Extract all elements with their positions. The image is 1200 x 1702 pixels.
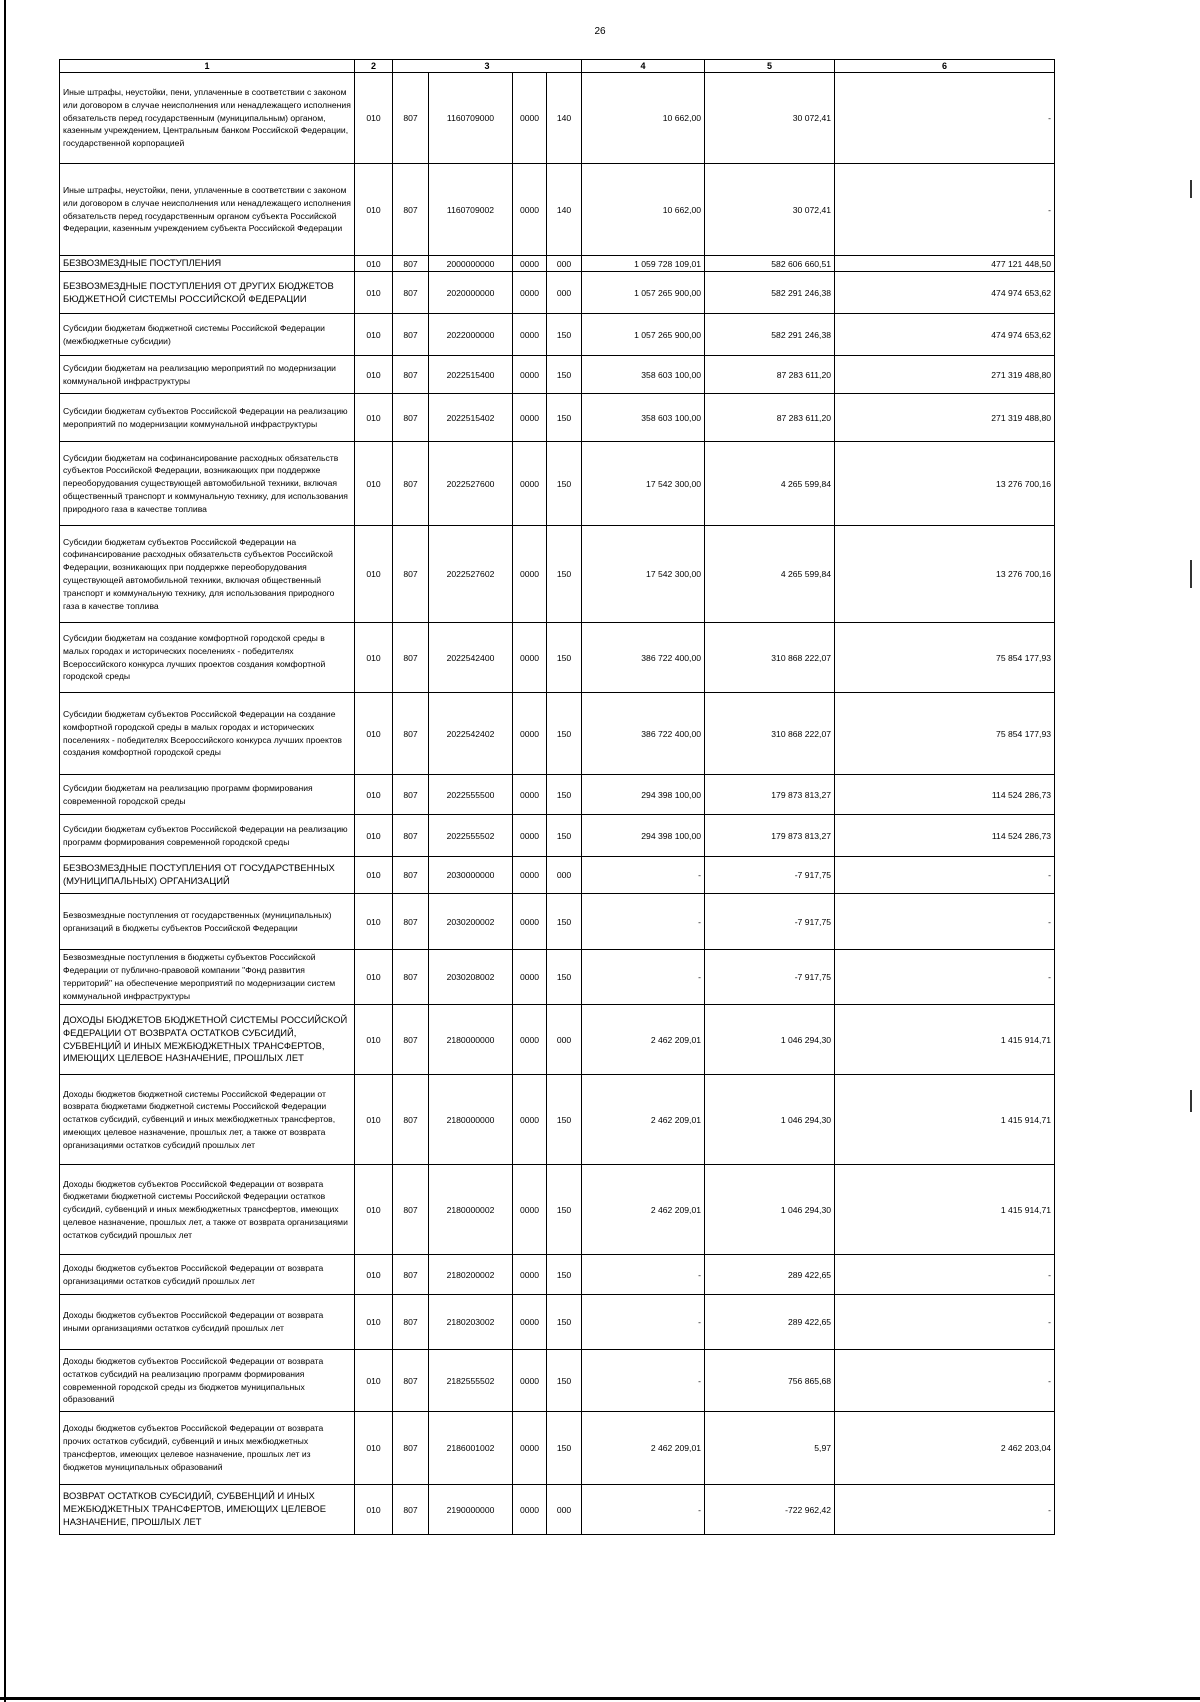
value-col5: 30 072,41 [705, 73, 835, 164]
code-income: 2022555500 [429, 775, 513, 815]
code-col2: 010 [355, 442, 393, 526]
value-col5: 582 291 246,38 [705, 272, 835, 314]
value-col4: 2 462 209,01 [582, 1075, 705, 1165]
column-header: 4 [582, 60, 705, 73]
value-col5: 756 865,68 [705, 1350, 835, 1412]
row-name: Субсидии бюджетам на реализацию мероприятий по модернизации коммунальной инфраструктуры [60, 356, 355, 394]
code-income: 1160709002 [429, 164, 513, 256]
value-col6: - [835, 950, 1055, 1005]
code-admin: 807 [393, 442, 429, 526]
table-row [60, 1005, 1055, 1075]
row-name: Доходы бюджетов субъектов Российской Федерации от возврата бюджетами бюджетной системы Российской Федерации остатков субсидий, субвенций и иных межбюджетных трансфертов, имеющих целевое назначение, прошлых лет, а также от возврата организациями остатков субсидий прошлых лет [60, 1165, 355, 1255]
code-income: 2190000000 [429, 1485, 513, 1535]
value-col5: 289 422,65 [705, 1255, 835, 1295]
code-income: 2000000000 [429, 256, 513, 272]
code-col2: 010 [355, 1005, 393, 1075]
scan-edge-bottom [0, 1697, 1200, 1700]
column-header: 5 [705, 60, 835, 73]
code-col2: 010 [355, 73, 393, 164]
value-col4: - [582, 894, 705, 950]
column-header-row [60, 60, 1055, 73]
code-kosgu: 150 [547, 1350, 582, 1412]
table-row [60, 1485, 1055, 1535]
value-col6: - [835, 1255, 1055, 1295]
code-kosgu: 000 [547, 256, 582, 272]
table-row [60, 1350, 1055, 1412]
code-kosgu: 150 [547, 442, 582, 526]
value-col4: 386 722 400,00 [582, 623, 705, 693]
row-name: Доходы бюджетов субъектов Российской Федерации от возврата организациями остатков субсидий прошлых лет [60, 1255, 355, 1295]
table-row [60, 1412, 1055, 1485]
value-col4: 1 057 265 900,00 [582, 314, 705, 356]
value-col4: 10 662,00 [582, 164, 705, 256]
value-col6: 474 974 653,62 [835, 272, 1055, 314]
code-col2: 010 [355, 623, 393, 693]
value-col5: -7 917,75 [705, 857, 835, 894]
column-header: 2 [355, 60, 393, 73]
code-kosgu: 140 [547, 164, 582, 256]
code-kosgu: 150 [547, 693, 582, 775]
code-kosgu: 150 [547, 314, 582, 356]
value-col6: 271 319 488,80 [835, 356, 1055, 394]
code-income: 2030208002 [429, 950, 513, 1005]
row-name: Субсидии бюджетам на создание комфортной городской среды в малых городах и исторических поселениях - победителях Всероссийского конкурса лучших проектов создания комфортной городской среды [60, 623, 355, 693]
code-income: 2022515400 [429, 356, 513, 394]
scan-mark [1190, 560, 1192, 588]
code-col2: 010 [355, 526, 393, 623]
code-income: 2030000000 [429, 857, 513, 894]
value-col5: 582 606 660,51 [705, 256, 835, 272]
scan-edge-left [4, 0, 6, 1702]
value-col4: 358 603 100,00 [582, 394, 705, 442]
table-row [60, 73, 1055, 164]
code-income: 2022555502 [429, 815, 513, 857]
value-col5: 289 422,65 [705, 1295, 835, 1350]
code-kosgu: 000 [547, 272, 582, 314]
value-col4: - [582, 1485, 705, 1535]
code-admin: 807 [393, 1350, 429, 1412]
table-row [60, 775, 1055, 815]
value-col5: 179 873 813,27 [705, 775, 835, 815]
value-col6: - [835, 1350, 1055, 1412]
table-row [60, 164, 1055, 256]
code-admin: 807 [393, 1485, 429, 1535]
value-col6: - [835, 164, 1055, 256]
code-col2: 010 [355, 775, 393, 815]
table-row [60, 693, 1055, 775]
row-name: БЕЗВОЗМЕЗДНЫЕ ПОСТУПЛЕНИЯ ОТ ГОСУДАРСТВЕННЫХ (МУНИЦИПАЛЬНЫХ) ОРГАНИЗАЦИЙ [60, 857, 355, 894]
value-col6: - [835, 1295, 1055, 1350]
code-subtype: 0000 [513, 1295, 547, 1350]
table-row [60, 1075, 1055, 1165]
code-subtype: 0000 [513, 857, 547, 894]
value-col4: 2 462 209,01 [582, 1005, 705, 1075]
code-admin: 807 [393, 1005, 429, 1075]
row-name: Субсидии бюджетам субъектов Российской Федерации на реализацию мероприятий по модернизации коммунальной инфраструктуры [60, 394, 355, 442]
code-income: 2022542402 [429, 693, 513, 775]
code-subtype: 0000 [513, 394, 547, 442]
row-name: Иные штрафы, неустойки, пени, уплаченные в соответствии с законом или договором в случае неисполнения или ненадлежащего исполнения обязательств перед государственным (муниципальным) органом, казенным учреждением, Центральным банком Российской Федерации, государственной корпорацией [60, 73, 355, 164]
value-col4: 386 722 400,00 [582, 693, 705, 775]
row-name: Субсидии бюджетам на реализацию программ формирования современной городской среды [60, 775, 355, 815]
column-header: 1 [60, 60, 355, 73]
code-admin: 807 [393, 950, 429, 1005]
code-admin: 807 [393, 73, 429, 164]
code-income: 1160709000 [429, 73, 513, 164]
value-col5: 1 046 294,30 [705, 1165, 835, 1255]
value-col6: 1 415 914,71 [835, 1005, 1055, 1075]
row-name: БЕЗВОЗМЕЗДНЫЕ ПОСТУПЛЕНИЯ [60, 256, 355, 272]
table-row [60, 1255, 1055, 1295]
row-name: Безвозмездные поступления в бюджеты субъектов Российской Федерации от публично-правовой компании "Фонд развития территорий" на обеспечение мероприятий по модернизации систем коммунальной инфраструктуры [60, 950, 355, 1005]
value-col6: 75 854 177,93 [835, 693, 1055, 775]
row-name: Субсидии бюджетам субъектов Российской Федерации на софинансирование расходных обязательств субъектов Российской Федерации, возникающих при поддержке переоборудования существующей автомобильной техники, включая общественный транспорт и коммунальную технику, для использования природного газа в качестве топлива [60, 526, 355, 623]
code-kosgu: 150 [547, 1295, 582, 1350]
code-col2: 010 [355, 164, 393, 256]
row-name: Доходы бюджетов субъектов Российской Федерации от возврата остатков субсидий на реализацию программ формирования современной городской среды из бюджетов муниципальных образований [60, 1350, 355, 1412]
row-name: Субсидии бюджетам субъектов Российской Федерации на реализацию программ формирования современной городской среды [60, 815, 355, 857]
value-col4: 294 398 100,00 [582, 815, 705, 857]
table-row [60, 442, 1055, 526]
code-subtype: 0000 [513, 815, 547, 857]
scan-mark [1190, 180, 1192, 198]
code-admin: 807 [393, 164, 429, 256]
value-col5: 4 265 599,84 [705, 442, 835, 526]
code-admin: 807 [393, 1165, 429, 1255]
row-name: ДОХОДЫ БЮДЖЕТОВ БЮДЖЕТНОЙ СИСТЕМЫ РОССИЙСКОЙ ФЕДЕРАЦИИ ОТ ВОЗВРАТА ОСТАТКОВ СУБСИДИЙ, СУБВЕНЦИЙ И ИНЫХ МЕЖБЮДЖЕТНЫХ ТРАНСФЕРТОВ, ИМЕЮЩИХ ЦЕЛЕВОЕ НАЗНАЧЕНИЕ, ПРОШЛЫХ ЛЕТ [60, 1005, 355, 1075]
code-col2: 010 [355, 272, 393, 314]
code-subtype: 0000 [513, 950, 547, 1005]
code-subtype: 0000 [513, 272, 547, 314]
code-col2: 010 [355, 815, 393, 857]
code-income: 2022527602 [429, 526, 513, 623]
row-name: БЕЗВОЗМЕЗДНЫЕ ПОСТУПЛЕНИЯ ОТ ДРУГИХ БЮДЖЕТОВ БЮДЖЕТНОЙ СИСТЕМЫ РОССИЙСКОЙ ФЕДЕРАЦИИ [60, 272, 355, 314]
code-col2: 010 [355, 394, 393, 442]
value-col6: 1 415 914,71 [835, 1075, 1055, 1165]
code-kosgu: 000 [547, 857, 582, 894]
code-kosgu: 150 [547, 775, 582, 815]
code-kosgu: 150 [547, 394, 582, 442]
code-subtype: 0000 [513, 442, 547, 526]
code-subtype: 0000 [513, 1485, 547, 1535]
code-admin: 807 [393, 623, 429, 693]
code-income: 2022515402 [429, 394, 513, 442]
code-col2: 010 [355, 1165, 393, 1255]
code-col2: 010 [355, 857, 393, 894]
code-admin: 807 [393, 815, 429, 857]
value-col4: 17 542 300,00 [582, 442, 705, 526]
code-subtype: 0000 [513, 1165, 547, 1255]
code-subtype: 0000 [513, 1350, 547, 1412]
value-col6: - [835, 1485, 1055, 1535]
table-row [60, 526, 1055, 623]
code-income: 2022527600 [429, 442, 513, 526]
row-name: Иные штрафы, неустойки, пени, уплаченные в соответствии с законом или договором в случае неисполнения или ненадлежащего исполнения обязательств перед государственным органом субъекта Российской Федерации, казенным учреждением субъекта Российской Федерации [60, 164, 355, 256]
value-col6: - [835, 857, 1055, 894]
value-col5: 87 283 611,20 [705, 394, 835, 442]
value-col4: - [582, 1350, 705, 1412]
value-col4: 2 462 209,01 [582, 1165, 705, 1255]
code-admin: 807 [393, 775, 429, 815]
value-col4: - [582, 857, 705, 894]
row-name: Субсидии бюджетам субъектов Российской Федерации на создание комфортной городской среды в малых городах и исторических поселениях - победителях Всероссийского конкурса лучших проектов создания комфортной городской среды [60, 693, 355, 775]
code-col2: 010 [355, 1075, 393, 1165]
value-col6: 114 524 286,73 [835, 815, 1055, 857]
code-subtype: 0000 [513, 1412, 547, 1485]
value-col5: -722 962,42 [705, 1485, 835, 1535]
code-subtype: 0000 [513, 623, 547, 693]
table-row [60, 256, 1055, 272]
value-col6: 13 276 700,16 [835, 526, 1055, 623]
code-subtype: 0000 [513, 73, 547, 164]
code-subtype: 0000 [513, 1075, 547, 1165]
code-income: 2180000000 [429, 1075, 513, 1165]
code-col2: 010 [355, 256, 393, 272]
code-subtype: 0000 [513, 693, 547, 775]
code-admin: 807 [393, 356, 429, 394]
code-col2: 010 [355, 1485, 393, 1535]
value-col6: - [835, 73, 1055, 164]
table-row [60, 815, 1055, 857]
code-income: 2180200002 [429, 1255, 513, 1295]
column-header: 3 [393, 60, 582, 73]
code-subtype: 0000 [513, 1005, 547, 1075]
value-col6: 114 524 286,73 [835, 775, 1055, 815]
code-kosgu: 150 [547, 1255, 582, 1295]
code-income: 2186001002 [429, 1412, 513, 1485]
code-subtype: 0000 [513, 164, 547, 256]
code-kosgu: 000 [547, 1485, 582, 1535]
value-col4: 294 398 100,00 [582, 775, 705, 815]
value-col4: 10 662,00 [582, 73, 705, 164]
value-col4: 2 462 209,01 [582, 1412, 705, 1485]
code-admin: 807 [393, 693, 429, 775]
value-col4: 1 057 265 900,00 [582, 272, 705, 314]
value-col6: 477 121 448,50 [835, 256, 1055, 272]
value-col6: 1 415 914,71 [835, 1165, 1055, 1255]
code-kosgu: 150 [547, 894, 582, 950]
code-subtype: 0000 [513, 775, 547, 815]
code-kosgu: 150 [547, 950, 582, 1005]
table-row [60, 894, 1055, 950]
code-subtype: 0000 [513, 894, 547, 950]
table-row [60, 623, 1055, 693]
code-income: 2180000002 [429, 1165, 513, 1255]
code-kosgu: 150 [547, 526, 582, 623]
value-col6: 75 854 177,93 [835, 623, 1055, 693]
code-income: 2022000000 [429, 314, 513, 356]
code-col2: 010 [355, 693, 393, 775]
value-col4: 17 542 300,00 [582, 526, 705, 623]
value-col5: 179 873 813,27 [705, 815, 835, 857]
value-col5: 1 046 294,30 [705, 1075, 835, 1165]
table-row [60, 356, 1055, 394]
value-col5: 310 868 222,07 [705, 623, 835, 693]
row-name: Безвозмездные поступления от государственных (муниципальных) организаций в бюджеты субъектов Российской Федерации [60, 894, 355, 950]
code-kosgu: 150 [547, 1165, 582, 1255]
value-col6: 474 974 653,62 [835, 314, 1055, 356]
row-name: Доходы бюджетов бюджетной системы Российской Федерации от возврата бюджетами бюджетной системы Российской Федерации остатков субсидий, субвенций и иных межбюджетных трансфертов, имеющих целевое назначение, прошлых лет, а также от возврата организациями остатков субсидий прошлых лет [60, 1075, 355, 1165]
code-col2: 010 [355, 314, 393, 356]
value-col4: - [582, 1295, 705, 1350]
value-col5: 310 868 222,07 [705, 693, 835, 775]
code-kosgu: 150 [547, 356, 582, 394]
code-col2: 010 [355, 1255, 393, 1295]
code-col2: 010 [355, 894, 393, 950]
row-name: Субсидии бюджетам на софинансирование расходных обязательств субъектов Российской Федерации, возникающих при поддержке переоборудования существующей автомобильной техники, включая общественный транспорт и коммунальную технику, для использования природного газа в качестве топлива [60, 442, 355, 526]
value-col6: 13 276 700,16 [835, 442, 1055, 526]
value-col4: - [582, 1255, 705, 1295]
code-admin: 807 [393, 526, 429, 623]
row-name: Доходы бюджетов субъектов Российской Федерации от возврата иными организациями остатков субсидий прошлых лет [60, 1295, 355, 1350]
code-income: 2020000000 [429, 272, 513, 314]
page-number: 26 [594, 26, 606, 37]
value-col5: 30 072,41 [705, 164, 835, 256]
value-col5: 4 265 599,84 [705, 526, 835, 623]
value-col5: 582 291 246,38 [705, 314, 835, 356]
value-col6: 271 319 488,80 [835, 394, 1055, 442]
row-name: Доходы бюджетов субъектов Российской Федерации от возврата прочих остатков субсидий, субвенций и иных межбюджетных трансфертов, имеющих целевое назначение, прошлых лет из бюджетов муниципальных образований [60, 1412, 355, 1485]
code-admin: 807 [393, 256, 429, 272]
code-col2: 010 [355, 1412, 393, 1485]
column-header: 6 [835, 60, 1055, 73]
row-name: ВОЗВРАТ ОСТАТКОВ СУБСИДИЙ, СУБВЕНЦИЙ И ИНЫХ МЕЖБЮДЖЕТНЫХ ТРАНСФЕРТОВ, ИМЕЮЩИХ ЦЕЛЕВОЕ НАЗНАЧЕНИЕ, ПРОШЛЫХ ЛЕТ [60, 1485, 355, 1535]
table-row [60, 314, 1055, 356]
value-col6: - [835, 894, 1055, 950]
code-admin: 807 [393, 857, 429, 894]
table-row [60, 1165, 1055, 1255]
code-kosgu: 140 [547, 73, 582, 164]
code-subtype: 0000 [513, 526, 547, 623]
code-kosgu: 150 [547, 1075, 582, 1165]
code-admin: 807 [393, 894, 429, 950]
code-income: 2180203002 [429, 1295, 513, 1350]
value-col5: 1 046 294,30 [705, 1005, 835, 1075]
table-row [60, 394, 1055, 442]
code-admin: 807 [393, 1295, 429, 1350]
table-row [60, 857, 1055, 894]
code-admin: 807 [393, 394, 429, 442]
code-col2: 010 [355, 1295, 393, 1350]
code-income: 2180000000 [429, 1005, 513, 1075]
code-kosgu: 150 [547, 623, 582, 693]
budget-table [59, 59, 1055, 1535]
code-subtype: 0000 [513, 356, 547, 394]
row-name: Субсидии бюджетам бюджетной системы Российской Федерации (межбюджетные субсидии) [60, 314, 355, 356]
code-col2: 010 [355, 1350, 393, 1412]
scan-mark [1190, 1090, 1192, 1112]
value-col5: -7 917,75 [705, 894, 835, 950]
code-admin: 807 [393, 1255, 429, 1295]
value-col4: 358 603 100,00 [582, 356, 705, 394]
code-col2: 010 [355, 950, 393, 1005]
code-admin: 807 [393, 314, 429, 356]
code-col2: 010 [355, 356, 393, 394]
value-col5: 87 283 611,20 [705, 356, 835, 394]
value-col5: 5,97 [705, 1412, 835, 1485]
code-income: 2030200002 [429, 894, 513, 950]
table-row [60, 950, 1055, 1005]
value-col6: 2 462 203,04 [835, 1412, 1055, 1485]
code-income: 2182555502 [429, 1350, 513, 1412]
code-subtype: 0000 [513, 314, 547, 356]
table-row [60, 1295, 1055, 1350]
code-kosgu: 150 [547, 1412, 582, 1485]
value-col5: -7 917,75 [705, 950, 835, 1005]
code-kosgu: 150 [547, 815, 582, 857]
code-admin: 807 [393, 272, 429, 314]
code-income: 2022542400 [429, 623, 513, 693]
value-col4: - [582, 950, 705, 1005]
value-col4: 1 059 728 109,01 [582, 256, 705, 272]
code-subtype: 0000 [513, 256, 547, 272]
code-subtype: 0000 [513, 1255, 547, 1295]
table-row [60, 272, 1055, 314]
code-kosgu: 000 [547, 1005, 582, 1075]
code-admin: 807 [393, 1075, 429, 1165]
code-admin: 807 [393, 1412, 429, 1485]
